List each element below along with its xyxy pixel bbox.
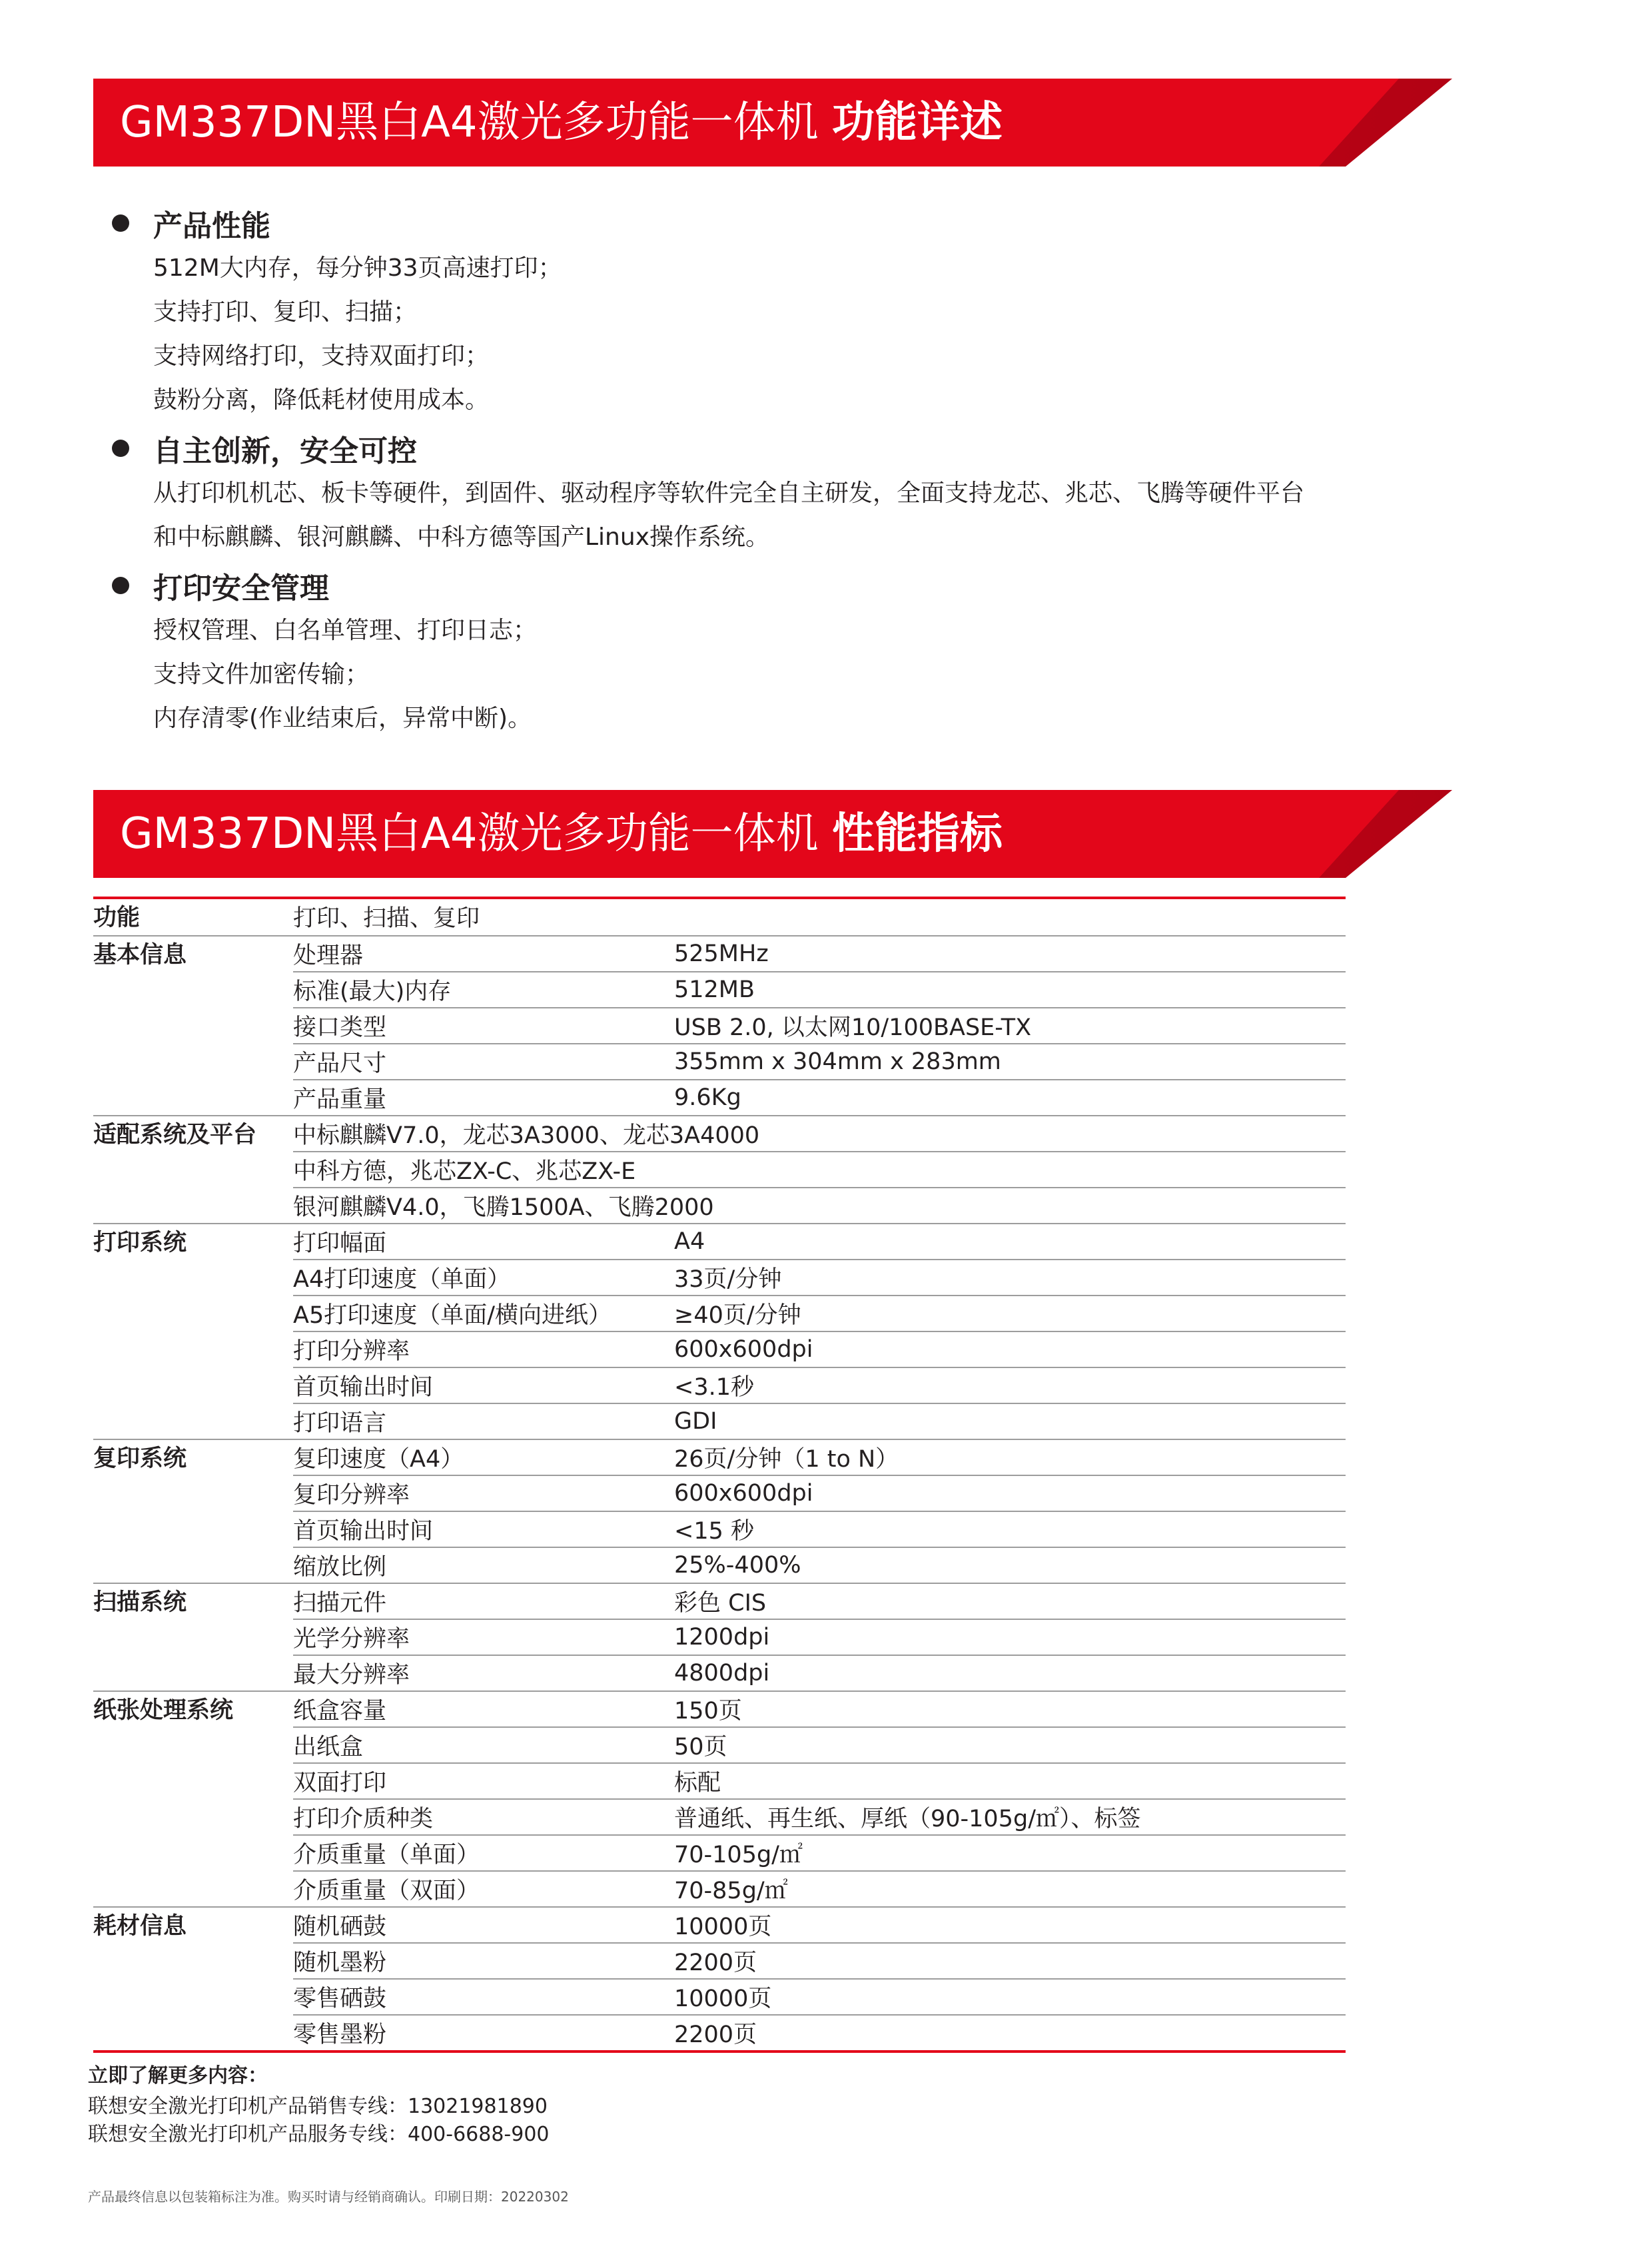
spec-value: 10000页 xyxy=(674,1986,772,2012)
spec-value: 2200页 xyxy=(674,2022,757,2048)
spec-key: 首页输出时间 xyxy=(293,1374,434,1401)
spec-key: 产品重量 xyxy=(293,1086,387,1113)
spec-key: 打印、扫描、复印 xyxy=(293,905,480,932)
spec-key: 最大分辨率 xyxy=(293,1662,410,1688)
spec-value: A4 xyxy=(674,1228,705,1255)
spec-value: 600x600dpi xyxy=(674,1480,813,1507)
spec-value: 1200dpi xyxy=(674,1624,770,1651)
spec-key: 零售硒鼓 xyxy=(293,1986,387,2012)
spec-key: 产品尺寸 xyxy=(293,1050,387,1077)
spec-row xyxy=(293,1798,1346,1834)
bullet-icon xyxy=(112,440,129,457)
sales-hotline: 联想安全激光打印机产品销售专线：13021981890 xyxy=(88,2095,548,2118)
feature-line: 支持文件加密传输； xyxy=(153,661,370,688)
spec-value: <3.1秒 xyxy=(674,1374,754,1401)
spec-key: 光学分辨率 xyxy=(293,1626,410,1653)
spec-key: 标准(最大)内存 xyxy=(293,978,452,1005)
spec-value: 70-85g/㎡ xyxy=(674,1878,788,1904)
feature-banner-title: GM337DN黑白A4激光多功能一体机 功能详述 xyxy=(120,98,1003,147)
spec-value: <15 秒 xyxy=(674,1518,754,1545)
spec-row xyxy=(293,1655,1346,1690)
spec-value: 彩色 CIS xyxy=(674,1590,767,1617)
table-bottom-rule xyxy=(93,2050,1346,2053)
spec-banner-title: GM337DN黑白A4激光多功能一体机 性能指标 xyxy=(120,809,1003,859)
spec-key: 打印介质种类 xyxy=(293,1806,434,1832)
feature-heading-text: 打印安全管理 xyxy=(153,571,329,605)
spec-row xyxy=(293,1224,1346,1259)
spec-row xyxy=(293,1584,1346,1619)
feature-line: 内存清零(作业结束后，异常中断)。 xyxy=(153,705,532,732)
spec-key: A5打印速度（单面/横向进纸） xyxy=(293,1302,612,1329)
spec-group xyxy=(93,1690,1346,1906)
spec-key: 打印语言 xyxy=(293,1410,387,1437)
spec-key: 缩放比例 xyxy=(293,1554,387,1581)
spec-table xyxy=(93,897,1346,2053)
spec-group-name: 打印系统 xyxy=(93,1230,187,1256)
spec-row xyxy=(293,1151,1346,1187)
spec-row xyxy=(293,1978,1346,2014)
spec-group-name: 扫描系统 xyxy=(93,1589,187,1616)
spec-group xyxy=(93,1906,1346,2050)
spec-value: 33页/分钟 xyxy=(674,1266,782,1293)
spec-row xyxy=(293,1331,1346,1367)
spec-row xyxy=(293,1259,1346,1295)
spec-key: 复印分辨率 xyxy=(293,1482,410,1509)
spec-key: 打印幅面 xyxy=(293,1230,387,1257)
spec-group-name: 适配系统及平台 xyxy=(93,1122,257,1148)
spec-key: 零售墨粉 xyxy=(293,2022,387,2048)
feature-list xyxy=(112,200,1444,743)
spec-key: 扫描元件 xyxy=(293,1590,387,1617)
spec-row xyxy=(293,1547,1346,1583)
spec-key: 中标麒麟V7.0，龙芯3A3000、龙芯3A4000 xyxy=(293,1122,760,1149)
spec-value: 355mm x 304mm x 283mm xyxy=(674,1048,1001,1075)
spec-key: 接口类型 xyxy=(293,1014,387,1041)
spec-value: 4800dpi xyxy=(674,1660,770,1686)
spec-key: 随机硒鼓 xyxy=(293,1914,387,1940)
spec-group-name: 基本信息 xyxy=(93,942,187,968)
spec-row xyxy=(293,1440,1346,1475)
spec-group xyxy=(93,1115,1346,1223)
spec-key: 处理器 xyxy=(293,942,364,969)
spec-key: 中科方德，兆芯ZX-C、兆芯ZX-E xyxy=(293,1158,636,1185)
feature-section xyxy=(112,562,1444,741)
spec-row xyxy=(293,1762,1346,1798)
spec-group-name: 耗材信息 xyxy=(93,1913,187,1940)
spec-value: 525MHz xyxy=(674,940,769,967)
spec-row xyxy=(293,1619,1346,1655)
spec-value: 70-105g/㎡ xyxy=(674,1842,803,1868)
spec-row xyxy=(293,1295,1346,1331)
spec-value: 50页 xyxy=(674,1734,727,1760)
spec-row xyxy=(293,899,1346,934)
bullet-icon xyxy=(112,214,129,232)
spec-banner xyxy=(93,790,1452,878)
spec-group-name: 纸张处理系统 xyxy=(93,1697,234,1724)
spec-key: 打印分辨率 xyxy=(293,1338,410,1365)
feature-line: 512M大内存，每分钟33页高速打印； xyxy=(153,254,562,282)
spec-value: 600x600dpi xyxy=(674,1336,813,1363)
spec-group xyxy=(93,1439,1346,1583)
spec-row xyxy=(293,1116,1346,1151)
spec-value: 512MB xyxy=(674,976,755,1003)
feature-section xyxy=(112,425,1444,560)
spec-row xyxy=(293,936,1346,971)
feature-line: 鼓粉分离，降低耗材使用成本。 xyxy=(153,386,490,414)
service-hotline: 联想安全激光打印机产品服务专线：400-6688-900 xyxy=(88,2123,550,2146)
spec-row xyxy=(293,1187,1346,1223)
feature-heading xyxy=(112,200,1444,246)
spec-key: 复印速度（A4） xyxy=(293,1446,464,1473)
spec-row xyxy=(293,1043,1346,1079)
spec-key: 介质重量（双面） xyxy=(293,1878,480,1904)
feature-heading-text: 产品性能 xyxy=(153,209,270,243)
spec-group xyxy=(93,935,1346,1115)
bullet-icon xyxy=(112,577,129,594)
spec-key: 介质重量（单面） xyxy=(293,1842,480,1868)
spec-group xyxy=(93,1223,1346,1439)
fine-print: 产品最终信息以包装箱标注为准。购买时请与经销商确认。印刷日期：20220302 xyxy=(88,2189,569,2205)
spec-value: 10000页 xyxy=(674,1914,772,1940)
spec-row xyxy=(293,1367,1346,1403)
spec-value: 26页/分钟（1 to N） xyxy=(674,1446,899,1473)
contact-title: 立即了解更多内容： xyxy=(88,2064,268,2087)
spec-value: 25%-400% xyxy=(674,1552,801,1579)
spec-value: 150页 xyxy=(674,1698,742,1724)
spec-table-body xyxy=(93,899,1346,2050)
feature-line: 从打印机机芯、板卡等硬件，到固件、驱动程序等软件完全自主研发，全面支持龙芯、兆芯、飞腾等硬件平台 xyxy=(153,480,1305,507)
spec-row xyxy=(293,1403,1346,1439)
spec-key: 随机墨粉 xyxy=(293,1950,387,1976)
spec-value: GDI xyxy=(674,1408,717,1435)
spec-key: 银河麒麟V4.0，飞腾1500A、飞腾2000 xyxy=(293,1194,714,1221)
feature-line: 支持打印、复印、扫描； xyxy=(153,298,418,326)
spec-value: 标配 xyxy=(674,1770,721,1796)
spec-row xyxy=(293,1908,1346,1942)
feature-line: 授权管理、白名单管理、打印日志； xyxy=(153,617,538,644)
spec-value: 普通纸、再生纸、厚纸（90-105g/㎡）、标签 xyxy=(674,1806,1141,1832)
spec-row xyxy=(293,1475,1346,1511)
spec-group-name: 复印系统 xyxy=(93,1445,187,1472)
spec-group xyxy=(93,1583,1346,1690)
spec-row xyxy=(293,1692,1346,1726)
spec-key: 出纸盒 xyxy=(293,1734,364,1760)
spec-row xyxy=(293,1079,1346,1115)
feature-line: 和中标麒麟、银河麒麟、中科方德等国产Linux操作系统。 xyxy=(153,524,769,551)
contact-info xyxy=(88,2059,550,2149)
spec-key: 纸盒容量 xyxy=(293,1698,387,1724)
spec-row xyxy=(293,1511,1346,1547)
spec-value: 2200页 xyxy=(674,1950,757,1976)
spec-row xyxy=(293,2014,1346,2050)
feature-line: 支持网络打印，支持双面打印； xyxy=(153,342,490,370)
spec-row xyxy=(293,1834,1346,1870)
feature-section xyxy=(112,200,1444,422)
feature-heading-text: 自主创新，安全可控 xyxy=(153,434,417,468)
spec-value: 9.6Kg xyxy=(674,1084,741,1111)
feature-heading xyxy=(112,425,1444,472)
spec-row xyxy=(293,1726,1346,1762)
spec-key: 双面打印 xyxy=(293,1770,387,1796)
spec-group xyxy=(93,899,1346,935)
spec-row xyxy=(293,1942,1346,1978)
spec-row xyxy=(293,1870,1346,1906)
feature-banner xyxy=(93,79,1452,167)
feature-heading xyxy=(112,562,1444,609)
spec-row xyxy=(293,971,1346,1007)
spec-value: ≥40页/分钟 xyxy=(674,1302,801,1329)
spec-key: A4打印速度（单面） xyxy=(293,1266,511,1293)
spec-value: USB 2.0, 以太网10/100BASE-TX xyxy=(674,1014,1032,1041)
spec-group-name: 功能 xyxy=(93,905,141,931)
spec-key: 首页输出时间 xyxy=(293,1518,434,1545)
spec-row xyxy=(293,1007,1346,1043)
